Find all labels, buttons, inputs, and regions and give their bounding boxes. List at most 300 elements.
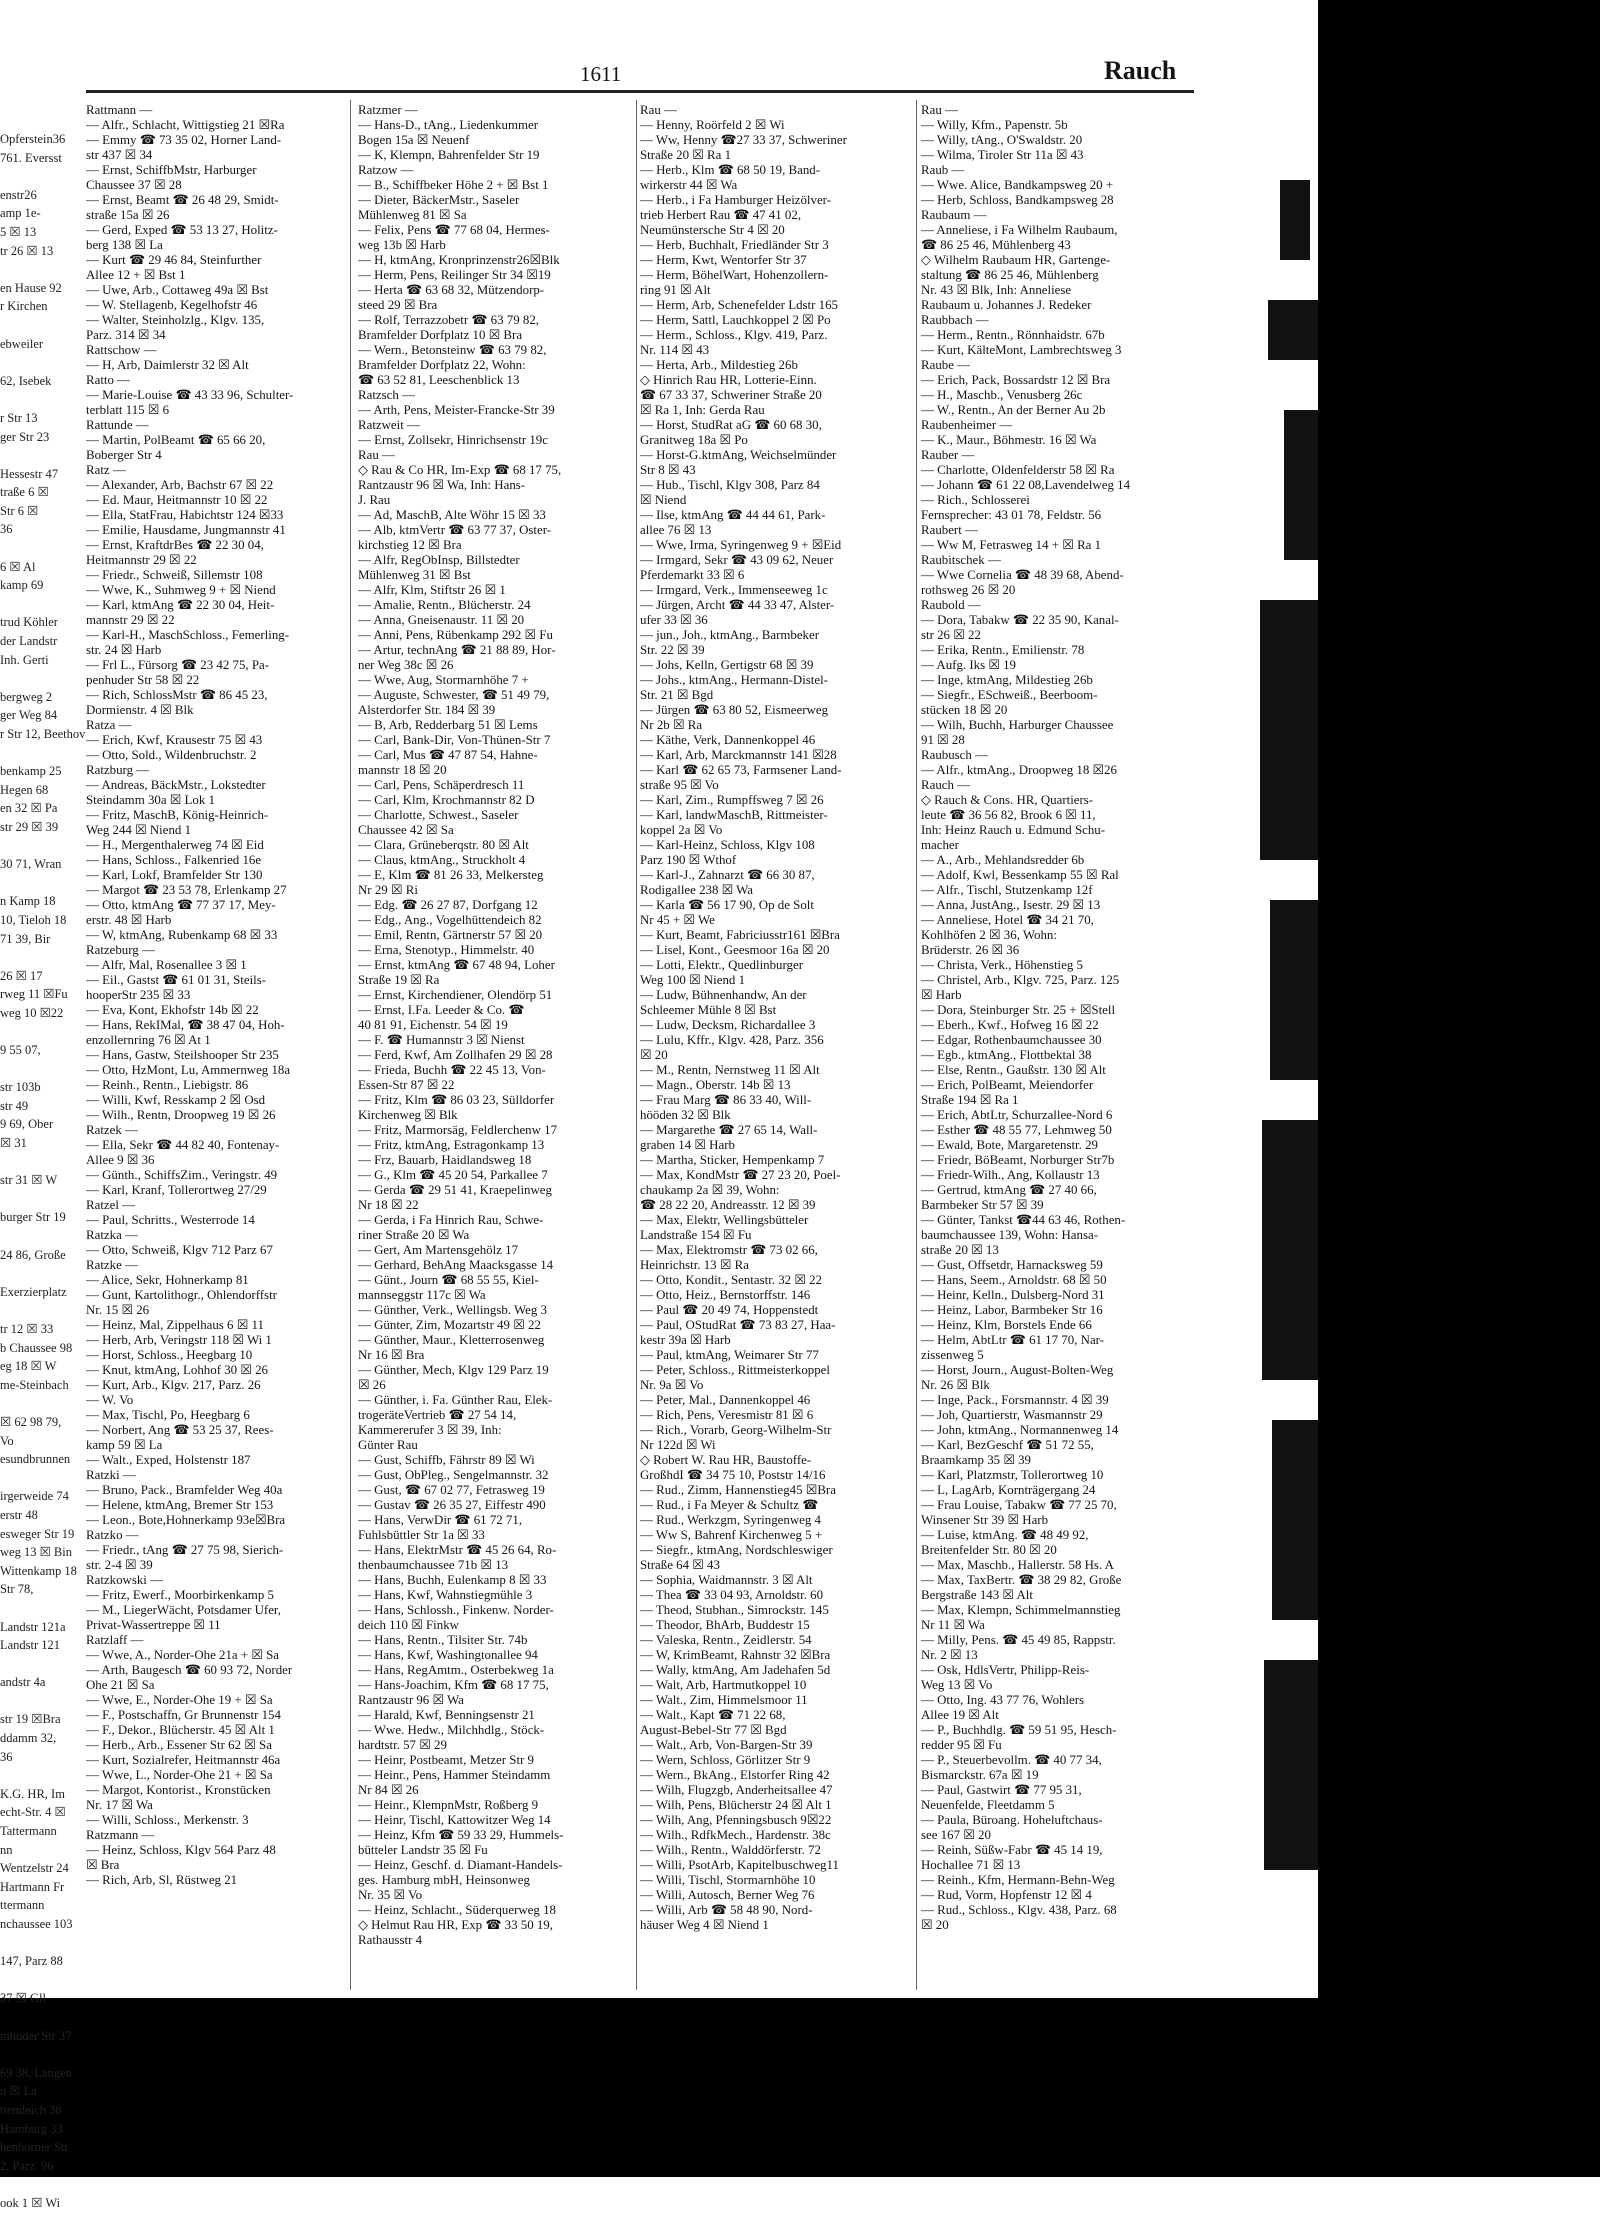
directory-entry-line: — Gustav ☎ 26 35 27, Eiffestr 490 [358,1498,546,1512]
directory-entry-line: — Paul, Schritts., Westerrode 14 [86,1213,255,1227]
directory-entry-line: — Charlotte, Oldenfelderstr 58 ☒ Ra [921,463,1115,477]
directory-entry-line: — Hans, Kwf, Washingtonallee 94 [358,1648,538,1662]
directory-entry-line: ☒ Bra [86,1858,120,1872]
facing-page-fragment [0,260,84,279]
directory-entry-line: — Max, KondMstr ☎ 27 23 20, Poel- [640,1168,841,1182]
facing-page-fragment: trud Köhler [0,615,58,630]
directory-entry-line: — Hans, Kwf, Wahnstiegmühle 3 [358,1588,533,1602]
facing-page-fragment: nchaussee 103 [0,1917,73,1931]
directory-entry-line: Pferdemarkt 33 ☒ 6 [640,568,745,582]
directory-entry-line: — Clara, Grüneberqstr. 80 ☒ Alt [358,838,529,852]
directory-entry-line: wirkerstr 44 ☒ Wa [640,178,738,192]
directory-entry-line: — Herta ☎ 63 68 32, Mützendorp- [358,283,545,297]
directory-entry-line: — Otto, HzMont, Lu, Ammernweg 18a [86,1063,291,1077]
directory-entry-line: — Heinr, Postbeamt, Metzer Str 9 [358,1753,534,1767]
directory-entry-line: — Milly, Pens. ☎ 45 49 85, Rappstr. [921,1633,1116,1647]
directory-entry-line: — Kurt, Beamt, Fabriciusstr161 ☒Bra [640,928,840,942]
directory-entry-line: Ohe 21 ☒ Sa [86,1678,155,1692]
directory-entry-line: — Ernst, Kirchendiener, Olendörp 51 [358,988,553,1002]
directory-entry-line: — Wally, ktmAng, Am Jadehafen 5d [640,1663,831,1677]
facing-page-fragment [0,837,84,856]
facing-page-fragment [0,1469,84,1488]
directory-entry-line: — Herm, Sattl, Lauchkoppel 2 ☒ Po [640,313,831,327]
directory-entry-line: Granitweg 18a ☒ Po [640,433,748,447]
directory-entry-line: weg 13b ☒ Harb [358,238,446,252]
directory-entry-line: — Günter, Tankst ☎44 63 46, Rothen- [921,1213,1126,1227]
facing-page-fragment [0,1934,84,1953]
directory-entry-line: — Thea ☎ 33 04 93, Arnoldstr. 60 [640,1588,824,1602]
directory-entry-line: — Herm, Arb, Schenefelder Ldstr 165 [640,298,838,312]
directory-entry-line: Straße 194 ☒ Ra 1 [921,1093,1019,1107]
directory-entry-line: — Ww S, Bahrenf Kirchenweg 5 + [640,1528,823,1542]
facing-page-fragment: Hessestr 47 [0,466,58,481]
directory-entry-line: — Günther, Verk., Wellingsb. Weg 3 [358,1303,547,1317]
directory-entry-line: — Alexander, Arb, Bachstr 67 ☒ 22 [86,478,274,492]
directory-entry-line: — Gerd, Exped ☎ 53 13 27, Holitz- [86,223,278,237]
directory-entry-line: ☎ 86 25 46, Mühlenberg 43 [921,238,1071,252]
facing-page-fragment: Tattermann [0,1824,57,1839]
facing-page-fragment: Hamburg 33 [0,2121,63,2136]
directory-entry-line: staltung ☎ 86 25 46, Mühlenberg [921,268,1099,282]
directory-entry-line: — Wern., BkAng., Elstorfer Ring 42 [640,1768,830,1782]
directory-entry-line: ◇ Helmut Rau HR, Exp ☎ 33 50 19, [358,1918,553,1932]
directory-entry-line: — Reinh., Kfm, Hermann-Behn-Weg [921,1873,1115,1887]
directory-entry-line: Bogen 15a ☒ Neuenf [358,133,470,147]
directory-entry-line: — G., Klm ☎ 45 20 54, Parkallee 7 [358,1168,548,1182]
directory-entry-line: — Siegfr., ESchweiß., Beerboom- [921,688,1098,702]
directory-entry-line: — Martin, PolBeamt ☎ 65 66 20, [86,433,266,447]
facing-page-fragment: str 29 ☒ 39 [0,819,59,834]
directory-entry-line: — Magn., Oberstr. 14b ☒ 13 [640,1078,791,1092]
directory-entry-line: ☒ 20 [640,1048,668,1062]
directory-entry-line: — Ludw, Bühnenhandw, An der [640,988,807,1002]
directory-entry-line: — Walt., Exped, Holstenstr 187 [86,1453,251,1467]
surname-heading: Ratzeburg — [86,943,155,957]
directory-entry-line: — Max, Tischl, Po, Heegbarg 6 [86,1408,250,1422]
directory-entry-line: — Sophia, Waidmannstr. 3 ☒ Alt [640,1573,813,1587]
facing-page-fragment [0,390,84,409]
directory-entry-line: Allee 9 ☒ 36 [86,1153,155,1167]
directory-entry-line: — Ludw, Decksm, Richardallee 3 [640,1018,816,1032]
facing-page-fragment: 10, Tieloh 18 [0,912,67,927]
directory-entry-line: Breitenfelder Str. 80 ☒ 20 [921,1543,1057,1557]
directory-entry-line: Weg 100 ☒ Niend 1 [640,973,746,987]
directory-entry-line: — Anni, Pens, Rübenkamp 292 ☒ Fu [358,628,553,642]
surname-heading: Ratzkowski — [86,1573,163,1587]
facing-page-fragment: weg 13 ☒ Bin [0,1545,72,1560]
directory-entry-line: — Erika, Rentn., Emilienstr. 78 [921,643,1085,657]
directory-entry-line: — Karla ☎ 56 17 90, Op de Solt [640,898,814,912]
facing-page-fragment [0,948,84,967]
directory-entry-line: — Gert, Am Martensgehölz 17 [358,1243,519,1257]
directory-entry-line: zissenweg 5 [921,1348,984,1362]
directory-entry-line: — Ernst, SchiffbMstr, Harburger [86,163,257,177]
directory-entry-line: — Herb, Arb, Veringstr 118 ☒ Wi 1 [86,1333,272,1347]
directory-entry-line: — Luise, ktmAng. ☎ 48 49 92, [921,1528,1089,1542]
directory-entry-line: — Peter, Schloss., Rittmeisterkoppel [640,1363,830,1377]
directory-entry-line: — Ww M, Fetrasweg 14 + ☒ Ra 1 [921,538,1102,552]
directory-entry-line: — E, Klm ☎ 81 26 33, Melkersteg [358,868,544,882]
directory-entry-line: — Rich., Schlosserei [921,493,1030,507]
facing-page-fragment [0,1227,84,1246]
directory-entry-line: riner Straße 20 ☒ Wa [358,1228,470,1242]
directory-column-4 [921,103,1193,1933]
directory-entry-line: — Eberh., Kwf., Hofweg 16 ☒ 22 [921,1018,1099,1032]
directory-entry-line: — Friedr-Wilh., Ang, Kollaustr 13 [921,1168,1100,1182]
directory-entry-line: — Wern, Schloss, Görlitzer Str 9 [640,1753,811,1767]
directory-entry-line: Allee 12 + ☒ Bst 1 [86,268,186,282]
directory-entry-line: — Felix, Pens ☎ 77 68 04, Hermes- [358,223,550,237]
directory-entry-line: — Paul, OStudRat ☎ 73 83 27, Haa- [640,1318,836,1332]
directory-entry-line: Str. 22 ☒ 39 [640,643,705,657]
directory-entry-line: — Herm, Pens, Reilinger Str 34 ☒19 [358,268,551,282]
facing-page-fragment: 147, Parz 88 [0,1954,63,1969]
directory-entry-line: — Wilh., RdfkMech., Hardenstr. 38c [640,1828,831,1842]
directory-entry-line: mannstr 18 ☒ 20 [358,763,447,777]
facing-page-fragment: 2, Parz. 96 [0,2158,54,2173]
directory-entry-line: — Heinz, Kfm ☎ 59 33 29, Hummels- [358,1828,564,1842]
directory-entry-line: — Max, Elektromstr ☎ 73 02 66, [640,1243,818,1257]
directory-entry-line: — Horst, StudRat aG ☎ 60 68 30, [640,418,822,432]
directory-entry-line: — Wilh., Rentn., Walddörferstr. 72 [640,1843,821,1857]
directory-entry-line: häuser Weg 4 ☒ Niend 1 [640,1918,769,1932]
directory-entry-line: — Eil., Gastst ☎ 61 01 31, Steils- [86,973,267,987]
directory-entry-line: — W. Stellagenb, Kegelhofstr 46 [86,298,258,312]
facing-page-fragment [0,1264,84,1283]
surname-heading: Rau — [358,448,395,462]
directory-entry-line: — Else, Rentn., Gaußstr. 130 ☒ Alt [921,1063,1106,1077]
directory-entry-line: ges. Hamburg mbH, Heinsonweg [358,1873,530,1887]
directory-entry-line: — Anna, Gneisenaustr. 11 ☒ 20 [358,613,525,627]
directory-entry-line: ◇ Robert W. Rau HR, Baustoffe- [640,1453,812,1467]
directory-entry-line: Winsener Str 39 ☒ Harb [921,1513,1049,1527]
directory-entry-line: Rantzaustr 96 ☒ Wa, Inh: Hans- [358,478,526,492]
facing-page-fragment: 71 39, Bir [0,931,51,946]
directory-entry-line: — Heinr., Pens, Hammer Steindamm [358,1768,551,1782]
directory-entry-line: terblatt 115 ☒ 6 [86,403,170,417]
directory-entry-line: — L, LagArb, Kornträgergang 24 [921,1483,1096,1497]
directory-entry-line: — Wilh, Buchh, Harburger Chaussee [921,718,1114,732]
directory-entry-line: — Wwe. Alice, Bandkampsweg 20 + [921,178,1114,192]
surname-heading: Raubusch — [921,748,988,762]
directory-entry-line: Hochallee 71 ☒ 13 [921,1858,1021,1872]
directory-entry-line: — Herm., Schloss., Klgv. 419, Parz. [640,328,828,342]
facing-page-fragment: echt-Str. 4 ☒ [0,1805,66,1820]
directory-entry-line: — Fritz, MaschB, König-Heinrich- [86,808,269,822]
directory-entry-line: — Carl, Klm, Krochmannstr 82 D [358,793,535,807]
directory-entry-line: Brüderstr. 26 ☒ 36 [921,943,1020,957]
directory-entry-line: — Marie-Louise ☎ 43 33 96, Schulter- [86,388,294,402]
directory-entry-line: — Paula, Büroang. Hoheluftchaus- [921,1813,1103,1827]
directory-entry-line: Landstraße 154 ☒ Fu [640,1228,752,1242]
directory-entry-line: Privat-Wassertreppe ☒ 11 [86,1618,221,1632]
directory-entry-line: — F. ☎ Humannstr 3 ☒ Nienst [358,1033,525,1047]
directory-entry-line: — Gust, ☎ 67 02 77, Fetrasweg 19 [358,1483,545,1497]
directory-entry-line: — Ella, Sekr ☎ 44 82 40, Fontenay- [86,1138,280,1152]
facing-page-fragment: 5 ☒ 13 [0,224,37,239]
directory-entry-line: — Heinr., KlempnMstr, Roßberg 9 [358,1798,539,1812]
facing-page-fragment: mhuder Str 37 [0,2028,72,2043]
directory-entry-line: — Walt., Arb, Von-Bargen-Str 39 [640,1738,813,1752]
directory-entry-line: Nr. 17 ☒ Wa [86,1798,153,1812]
directory-entry-line: — B, Arb, Redderbarg 51 ☒ Lems [358,718,538,732]
directory-entry-line: — Peter, Mal., Dannenkoppel 46 [640,1393,811,1407]
directory-entry-line: Dormienstr. 4 ☒ Blk [86,703,194,717]
directory-entry-line: — Willy, tAng., O'Swaldstr. 20 [921,133,1083,147]
directory-entry-line: — Ewald, Bote, Margaretenstr. 29 [921,1138,1098,1152]
facing-page-fragment: n ☒ La [0,2084,37,2099]
facing-page-fragment: ger Weg 84 [0,708,58,723]
directory-entry-line: macher [921,838,959,852]
directory-entry-line: — Amalie, Rentn., Blücherstr. 24 [358,598,531,612]
directory-entry-line: — Hans, RegAmtm., Osterbekweg 1a [358,1663,554,1677]
directory-entry-line: — Günther, Maur., Kletterrosenweg [358,1333,545,1347]
facing-page-fragment: str 19 ☒Bra [0,1712,61,1727]
directory-entry-line: ◇ Hinrich Rau HR, Lotterie-Einn. [640,373,817,387]
directory-entry-line: — Gerda, i Fa Hinrich Rau, Schwe- [358,1213,544,1227]
surname-heading: Rattmann — [86,103,153,117]
facing-page-fragment: en 32 ☒ Pa [0,801,58,816]
directory-entry-line: — Günter, Zim, Mozartstr 49 ☒ 22 [358,1318,541,1332]
directory-entry-line: — Lisel, Kont., Geesmoor 16a ☒ 20 [640,943,830,957]
directory-entry-line: kamp 59 ☒ La [86,1438,163,1452]
directory-entry-line: — Hans, Schloss., Falkenried 16e [86,853,262,867]
directory-entry-line: — Gerhard, BehAng Maacksgasse 14 [358,1258,554,1272]
directory-entry-line: Braamkamp 35 ☒ 39 [921,1453,1032,1467]
facing-page-fragment: Exerzierplatz [0,1284,67,1299]
directory-entry-line: — Helene, ktmAng, Bremer Str 153 [86,1498,274,1512]
directory-entry-line: — Ernst, Beamt ☎ 26 48 29, Smidt- [86,193,279,207]
directory-entry-line: 91 ☒ 28 [921,733,965,747]
directory-entry-line: — Gerda ☎ 29 51 41, Kraepelinweg [358,1183,552,1197]
directory-entry-line: — Lotti, Elektr., Quedlinburger [640,958,804,972]
directory-entry-line: straße 95 ☒ Vo [640,778,719,792]
directory-entry-line: — Max, TaxBertr. ☎ 38 29 82, Große [921,1573,1122,1587]
directory-entry-line: — Jürgen, Archt ☎ 44 33 47, Alster- [640,598,835,612]
facing-page-fragment: 24 86, Große [0,1247,66,1262]
directory-entry-line: ☒ Harb [921,988,962,1002]
facing-page-fragment: burger Str 19 [0,1210,66,1225]
directory-entry-line: — Jürgen ☎ 63 80 52, Eismeerweg [640,703,829,717]
directory-entry-line: — Friedr, BöBeamt, Norburger Str7b [921,1153,1115,1167]
facing-page-fragment: esundbrunnen [0,1452,71,1467]
directory-entry-line: — Anneliese, i Fa Wilhelm Raubaum, [921,223,1118,237]
directory-entry-line: — Emmy ☎ 73 35 02, Horner Land- [86,133,282,147]
surname-heading: Ratzel — [86,1198,136,1212]
surname-heading: Raube — [921,358,971,372]
directory-entry-line: Str. 21 ☒ Bgd [640,688,714,702]
directory-entry-line: — Otto, Heiz., Bernstorffstr. 146 [640,1288,811,1302]
directory-entry-line: Nr. 26 ☒ Blk [921,1378,990,1392]
facing-page-fragment: ger Str 23 [0,429,50,444]
directory-entry-line: — Reinh., Rentn., Liebigstr. 86 [86,1078,249,1092]
directory-entry-line: — Paul, ktmAng, Weimarer Str 77 [640,1348,819,1362]
directory-entry-line: baumchaussee 139, Wohn: Hansa- [921,1228,1098,1242]
facing-page-fragment: b Chaussee 98 [0,1340,73,1355]
directory-entry-line: Nr 122d ☒ Wi [640,1438,716,1452]
directory-entry-line: Schleemer Mühle 8 ☒ Bst [640,1003,777,1017]
directory-entry-line: — Wwe, E., Norder-Ohe 19 + ☒ Sa [86,1693,273,1707]
directory-column-3 [640,103,912,1933]
directory-entry-line: — A., Arb., Mehlandsredder 6b [921,853,1085,867]
facing-page-fragment [0,1190,84,1209]
directory-entry-line: — Max, Elektr, Wellingsbütteler [640,1213,809,1227]
directory-entry-line: Chaussee 37 ☒ 28 [86,178,182,192]
directory-entry-line: — Wern., Betonsteinw ☎ 63 79 82, [358,343,547,357]
next-page-bleed-graphic [1260,180,1318,1870]
directory-entry-line: hööden 32 ☒ Blk [640,1108,731,1122]
directory-entry-line: ☒ Niend [640,493,687,507]
directory-entry-line: Raubaum u. Johannes J. Redeker [921,298,1092,312]
directory-entry-line: — Osk, HdlsVertr, Philipp-Reis- [921,1663,1090,1677]
directory-entry-line: deich 110 ☒ Finkw [358,1618,459,1632]
directory-entry-line: — Andreas, BäckMstr., Lokstedter [86,778,266,792]
directory-entry-line: — Max, Maschb., Hallerstr. 58 Hs. A [921,1558,1114,1572]
directory-entry-line: ☎ 67 33 37, Schweriner Straße 20 [640,388,822,402]
directory-entry-line: — Norbert, Ang ☎ 53 25 37, Rees- [86,1423,274,1437]
directory-entry-line: ufer 33 ☒ 36 [640,613,708,627]
directory-entry-line: — Rich, Arb, Sl, Rüstweg 21 [86,1873,238,1887]
directory-entry-line: str. 2-4 ☒ 39 [86,1558,153,1572]
directory-entry-line: — Arth, Baugesch ☎ 60 93 72, Norder [86,1663,293,1677]
directory-entry-line: — Herm, Kwt, Wentorfer Str 37 [640,253,807,267]
directory-entry-line: str 26 ☒ 22 [921,628,981,642]
directory-entry-line: — Frl L., Fürsorg ☎ 23 42 75, Pa- [86,658,270,672]
directory-entry-line: — Walt, Arb, Hartmutkoppel 10 [640,1678,807,1692]
directory-entry-line: — H, ktmAng, Kronprinzenstr26☒Blk [358,253,560,267]
directory-entry-line: ☒ Ra 1, Inh: Gerda Rau [640,403,765,417]
directory-entry-line: — Johs, Kelln, Gertigstr 68 ☒ 39 [640,658,814,672]
directory-entry-line: mannseggstr 117c ☒ Wa [358,1288,486,1302]
directory-entry-line: — Wilh., Rentn, Droopweg 19 ☒ 26 [86,1108,276,1122]
directory-entry-line: — Otto, Kondit., Sentastr. 32 ☒ 22 [640,1273,822,1287]
facing-page-fragment [0,595,84,614]
directory-entry-line: — Alfr., ktmAng., Droopweg 18 ☒26 [921,763,1117,777]
facing-page-fragment: Hegen 68 [0,782,49,797]
directory-entry-line: Nr 18 ☒ 22 [358,1198,419,1212]
directory-entry-line: Neuenfelde, Fleetdamm 5 [921,1798,1055,1812]
facing-page-fragment: ttendeich 38 [0,2102,62,2117]
directory-entry-line: — Heinz, Schloss, Klgv 564 Parz 48 [86,1843,276,1857]
directory-entry-line: — Karl, BezGeschf ☎ 51 72 55, [921,1438,1094,1452]
directory-entry-line: — Wilh, Flugzgb, Anderheitsallee 47 [640,1783,833,1797]
directory-entry-line: — Alb, ktmVertr ☎ 63 77 37, Oster- [358,523,552,537]
directory-entry-line: Rantzaustr 96 ☒ Wa [358,1693,464,1707]
directory-entry-line: — H., Mergenthalerweg 74 ☒ Eid [86,838,264,852]
facing-page-fragment: 37 ☒ Gll [0,1991,46,2006]
directory-entry-line: — Otto, Ing. 43 77 76, Wohlers [921,1693,1085,1707]
directory-entry-line: thenbaumchaussee 71b ☒ 13 [358,1558,509,1572]
directory-entry-line: — Walter, Steinholzlg., Klgv. 135, [86,313,265,327]
directory-entry-line: — Harald, Kwf, Benningsenstr 21 [358,1708,535,1722]
directory-entry-line: — P., Steuerbevollm. ☎ 40 77 34, [921,1753,1102,1767]
facing-page-fragment: der Landstr [0,634,58,649]
directory-entry-line: — Heinz, Schlacht., Süderquerweg 18 [358,1903,556,1917]
directory-entry-line: — Inge, Pack., Forsmannstr. 4 ☒ 39 [921,1393,1109,1407]
directory-entry-line: — Ernst, ktmAng ☎ 67 48 94, Loher [358,958,555,972]
facing-page-fragment: 30 71, Wran [0,857,62,872]
directory-entry-line: — jun., Joh., ktmAng., Barmbeker [640,628,820,642]
directory-entry-line: Weg 244 ☒ Niend 1 [86,823,192,837]
directory-entry-line: — Edgar, Rothenbaumchaussee 30 [921,1033,1102,1047]
surname-heading: Ratzow — [358,163,414,177]
directory-entry-line: enzollernring 76 ☒ At 1 [86,1033,211,1047]
surname-heading: Ratzka — [86,1228,138,1242]
facing-page-fragment: ☒ 31 [0,1136,27,1151]
directory-entry-line: — Günth., SchiffsZim., Veringstr. 49 [86,1168,278,1182]
directory-entry-line: — Karl, Lokf, Bramfelder Str 130 [86,868,263,882]
directory-entry-line: — Kurt, Sozialrefer, Heitmannstr 46a [86,1753,281,1767]
directory-entry-line: — Edg. ☎ 26 27 87, Dorfgang 12 [358,898,538,912]
directory-entry-line: Heitmannstr 29 ☒ 22 [86,553,197,567]
directory-entry-line: — Hans, Seem., Arnoldstr. 68 ☒ 50 [921,1273,1107,1287]
directory-entry-line: Heinrichstr. 13 ☒ Ra [640,1258,749,1272]
facing-page-fragment [0,1971,84,1990]
facing-page-fragment: rweg 11 ☒Fu [0,987,68,1002]
directory-entry-line: — Günther, Mech, Klgv 129 Parz 19 [358,1363,549,1377]
directory-entry-line: — Karl, Kranf, Tollerortweg 27/29 [86,1183,267,1197]
directory-entry-line: — W. Vo [86,1393,134,1407]
directory-entry-line: — Gust, Schiffb, Fährstr 89 ☒ Wi [358,1453,535,1467]
directory-entry-line: — Alice, Sekr, Hohnerkamp 81 [86,1273,249,1287]
directory-entry-line: — W, KrimBeamt, Rahnstr 32 ☒Bra [640,1648,831,1662]
directory-entry-line: — Rud., Schloss., Klgv. 438, Parz. 68 [921,1903,1117,1917]
directory-entry-line: — Rich, SchlossMstr ☎ 86 45 23, [86,688,268,702]
directory-entry-line: — K., Maur., Böhmestr. 16 ☒ Wa [921,433,1097,447]
directory-entry-line: — Herta, Arb., Mildestieg 26b [640,358,798,372]
directory-entry-line: — Inge, ktmAng, Mildestieg 26b [921,673,1093,687]
surname-heading: Ratzlaff — [86,1633,144,1647]
facing-page-fragment: irgerweide 74 [0,1489,69,1504]
directory-entry-line: — Ella, StatFrau, Habichtstr 124 ☒33 [86,508,284,522]
surname-heading: Raubold — [921,598,981,612]
directory-entry-line: — Karl-J., Zahnarzt ☎ 66 30 87, [640,868,815,882]
directory-entry-line: Inh: Heinz Rauch u. Edmund Schu- [921,823,1106,837]
directory-entry-line: Straße 20 ☒ Ra 1 [640,148,732,162]
directory-entry-line: — Wwe, Irma, Syringenweg 9 + ☒Eid [640,538,842,552]
facing-page-fragment: Landstr 121 [0,1638,61,1653]
directory-entry-line: GroßhdI ☎ 34 75 10, Poststr 14/16 [640,1468,826,1482]
directory-entry-line: Fernsprecher: 43 01 78, Feldstr. 56 [921,508,1102,522]
directory-entry-line: ring 91 ☒ Alt [640,283,711,297]
directory-entry-line: — Willi, Tischl, Stormarnhöhe 10 [640,1873,816,1887]
surname-heading: Ratto — [86,373,131,387]
directory-entry-line: — Horst, Journ., August-Bolten-Weg [921,1363,1114,1377]
directory-entry-line: — Frz, Bauarb, Haidlandsweg 18 [358,1153,532,1167]
directory-entry-line: — Gust, ObPleg., Sengelmannstr. 32 [358,1468,549,1482]
directory-entry-line: — Adolf, Kwl, Bessenkamp 55 ☒ Ral [921,868,1119,882]
facing-page-fragment: erstr 48 [0,1507,38,1522]
directory-entry-line: Mühlenweg 31 ☒ Bst [358,568,471,582]
directory-entry-line: — Wilma, Tiroler Str 11a ☒ 43 [921,148,1084,162]
facing-page-fragment: 9 55 07, [0,1043,41,1058]
facing-page-fragment [0,316,84,335]
directory-entry-line: Günter Rau [358,1438,418,1452]
directory-entry-line: — Reinh, Süßw-Fabr ☎ 45 14 19, [921,1843,1103,1857]
directory-entry-line: Nr. 114 ☒ 43 [640,343,710,357]
surname-heading: Ratz — [86,463,126,477]
directory-entry-line: — Margarethe ☎ 27 65 14, Wall- [640,1123,818,1137]
facing-page-fragment: bergweg 2 [0,689,53,704]
facing-page-fragment: andstr 4a [0,1675,46,1690]
directory-entry-line: Nr. 43 ☒ Blk, Inh: Anneliese [921,283,1072,297]
directory-entry-line: — Erich, Pack, Bossardstr 12 ☒ Bra [921,373,1111,387]
directory-entry-line: Boberger Str 4 [86,448,162,462]
directory-entry-line: — Wwe, K., Suhmweg 9 + ☒ Niend [86,583,276,597]
facing-page-fragment: esweger Str 19 [0,1526,75,1541]
directory-entry-line: — Alfr, RegObInsp, Billstedter [358,553,520,567]
directory-entry-line: — Hans, Rentn., Tilsiter Str. 74b [358,1633,528,1647]
